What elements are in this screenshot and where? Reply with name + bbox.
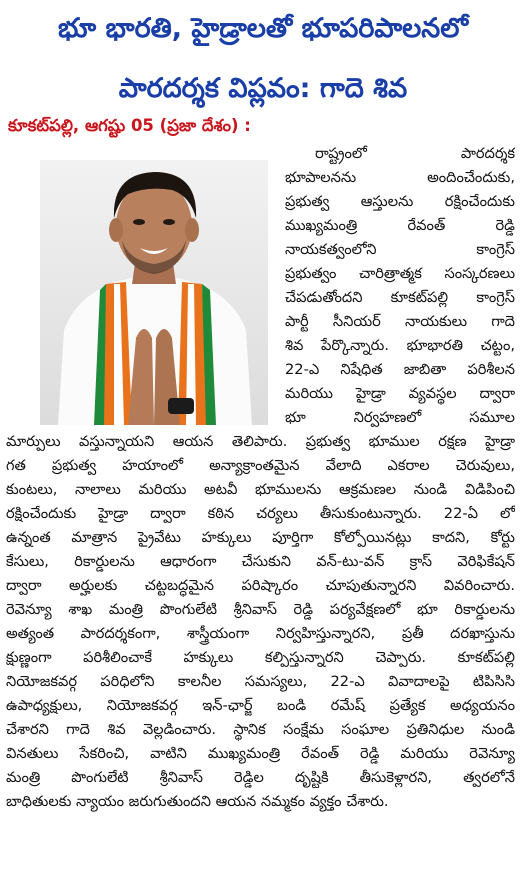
article-line: పార్టీ సీనియర్ నాయకులు గాదె — [285, 313, 515, 330]
article-line: రాష్ట్రంలో పారదర్శక — [315, 145, 515, 162]
article-line: అత్యంత పారదర్శకంగా, శాస్త్రీయంగా నిర్వహిస్తున్నారని, ప్రతీ దరఖాస్తును — [6, 625, 515, 642]
dateline: కూకట్‌పల్లి, ఆగష్టు 05 (ప్రజా దేశం) : — [8, 116, 251, 135]
article-line: ఉపాధ్యక్షులు, నియోజకవర్గ ఇన్-ఛార్జ్ బండి రమేష్ ప్రత్యేక అధ్యయనం — [6, 697, 515, 714]
article-line: కేసులు, రికార్డులను ఆధారంగా చేసుకుని వన్-టు-వన్ క్రాస్ వెరిఫికేషన్ — [6, 553, 515, 570]
article-line: చేశారని గాదె శివ వెల్లడించారు. స్థానిక సంక్షేమ సంఘాల ప్రతినిధుల నుండి — [6, 721, 515, 738]
article-line: వినతులు సేకరించి, వాటిని ముఖ్యమంత్రి రేవంత్ రెడ్డి మరియు రెవెన్యూ — [6, 745, 515, 762]
article-line: ప్రభుత్వ ఆస్తులను రక్షించేందుకు — [285, 193, 515, 210]
person-portrait-illustration — [40, 160, 268, 425]
article-line: నాయకత్వంలోని కాంగ్రెస్ — [285, 241, 515, 258]
article-line: మార్పులు వస్తున్నాయని ఆయన తెలిపారు. ప్రభుత్వ భూముల రక్షణ హైడ్రా — [6, 433, 515, 450]
article-line: గత ప్రభుత్వ హయాంలో అన్యాక్రాంతమైన వేలాది ఎకరాల చెరువులు, — [6, 457, 515, 474]
article-line: భూ నిర్వహణలో సమూల — [285, 409, 515, 426]
article-line: ఉన్నంత మాత్రాన ప్రైవేటు హక్కులు పూర్తిగా కోల్పోయినట్లు కాదని, కోర్టు — [6, 529, 515, 546]
headline-line-2: పారదర్శక విప్లవం: గాదె శివ — [118, 73, 408, 104]
article-line: చేపడుతోందని కూకట్‌పల్లి కాంగ్రెస్ — [285, 289, 515, 306]
headline-line-1: భూ భారతి, హైడ్రాలతో భూపరిపాలనలో — [57, 13, 469, 44]
article-line: కుంటలు, నాలాలు మరియు అటవీ భూములను ఆక్రమణల నుండి విడిపించి — [6, 481, 515, 498]
article-line: శివ పేర్కొన్నారు. భూభారతి చట్టం, — [285, 337, 515, 354]
article-line: ప్రభుత్వం చారిత్రాత్మక సంస్కరణలు — [285, 265, 515, 282]
article-line: ముఖ్యమంత్రి రేవంత్ రెడ్డి — [285, 217, 515, 234]
article-line: రెవెన్యూ శాఖ మంత్రి పొంగులేటి శ్రీనివాస్ రెడ్డి పర్యవేక్షణలో భూ రికార్డులను — [6, 601, 515, 618]
article-line: 22-ఎ నిషేధిత జాబితా పరిశీలన — [285, 361, 515, 378]
article-line: రక్షించేందుకు హైడ్రా ద్వారా కఠిన చర్యలు తీసుకుంటున్నారు. 22-ఏ లో — [6, 505, 515, 522]
article-line: భూపాలనను అందించేందుకు, — [285, 169, 515, 186]
article-line: మంత్రి పొంగులేటి శ్రీనివాస్ రెడ్డిల దృష్టికి తీసుకెళ్లారని, త్వరలోనే — [6, 769, 515, 786]
article-line: ద్వారా అర్హులకు చట్టబద్ధమైన పరిష్కారం చూపుతున్నారని వివరించారు. — [6, 577, 515, 594]
article-line: మరియు హైడ్రా వ్యవస్థల ద్వారా — [285, 385, 515, 402]
article-line: బాధితులకు న్యాయం జరుగుతుందని ఆయన నమ్మకం వ్యక్తం చేశారు. — [6, 793, 389, 810]
article-line: నియోజకవర్గ పరిధిలోని కాలనీల సమస్యలు, 22-ఎ వివాదాలపై టిపిసిసి — [6, 673, 515, 690]
article-line: క్షుణ్ణంగా పరిశీలించాకే హక్కులు కల్పిస్తున్నారని చెప్పారు. కూకట్‌పల్లి — [6, 649, 515, 666]
person-photo — [40, 160, 268, 425]
